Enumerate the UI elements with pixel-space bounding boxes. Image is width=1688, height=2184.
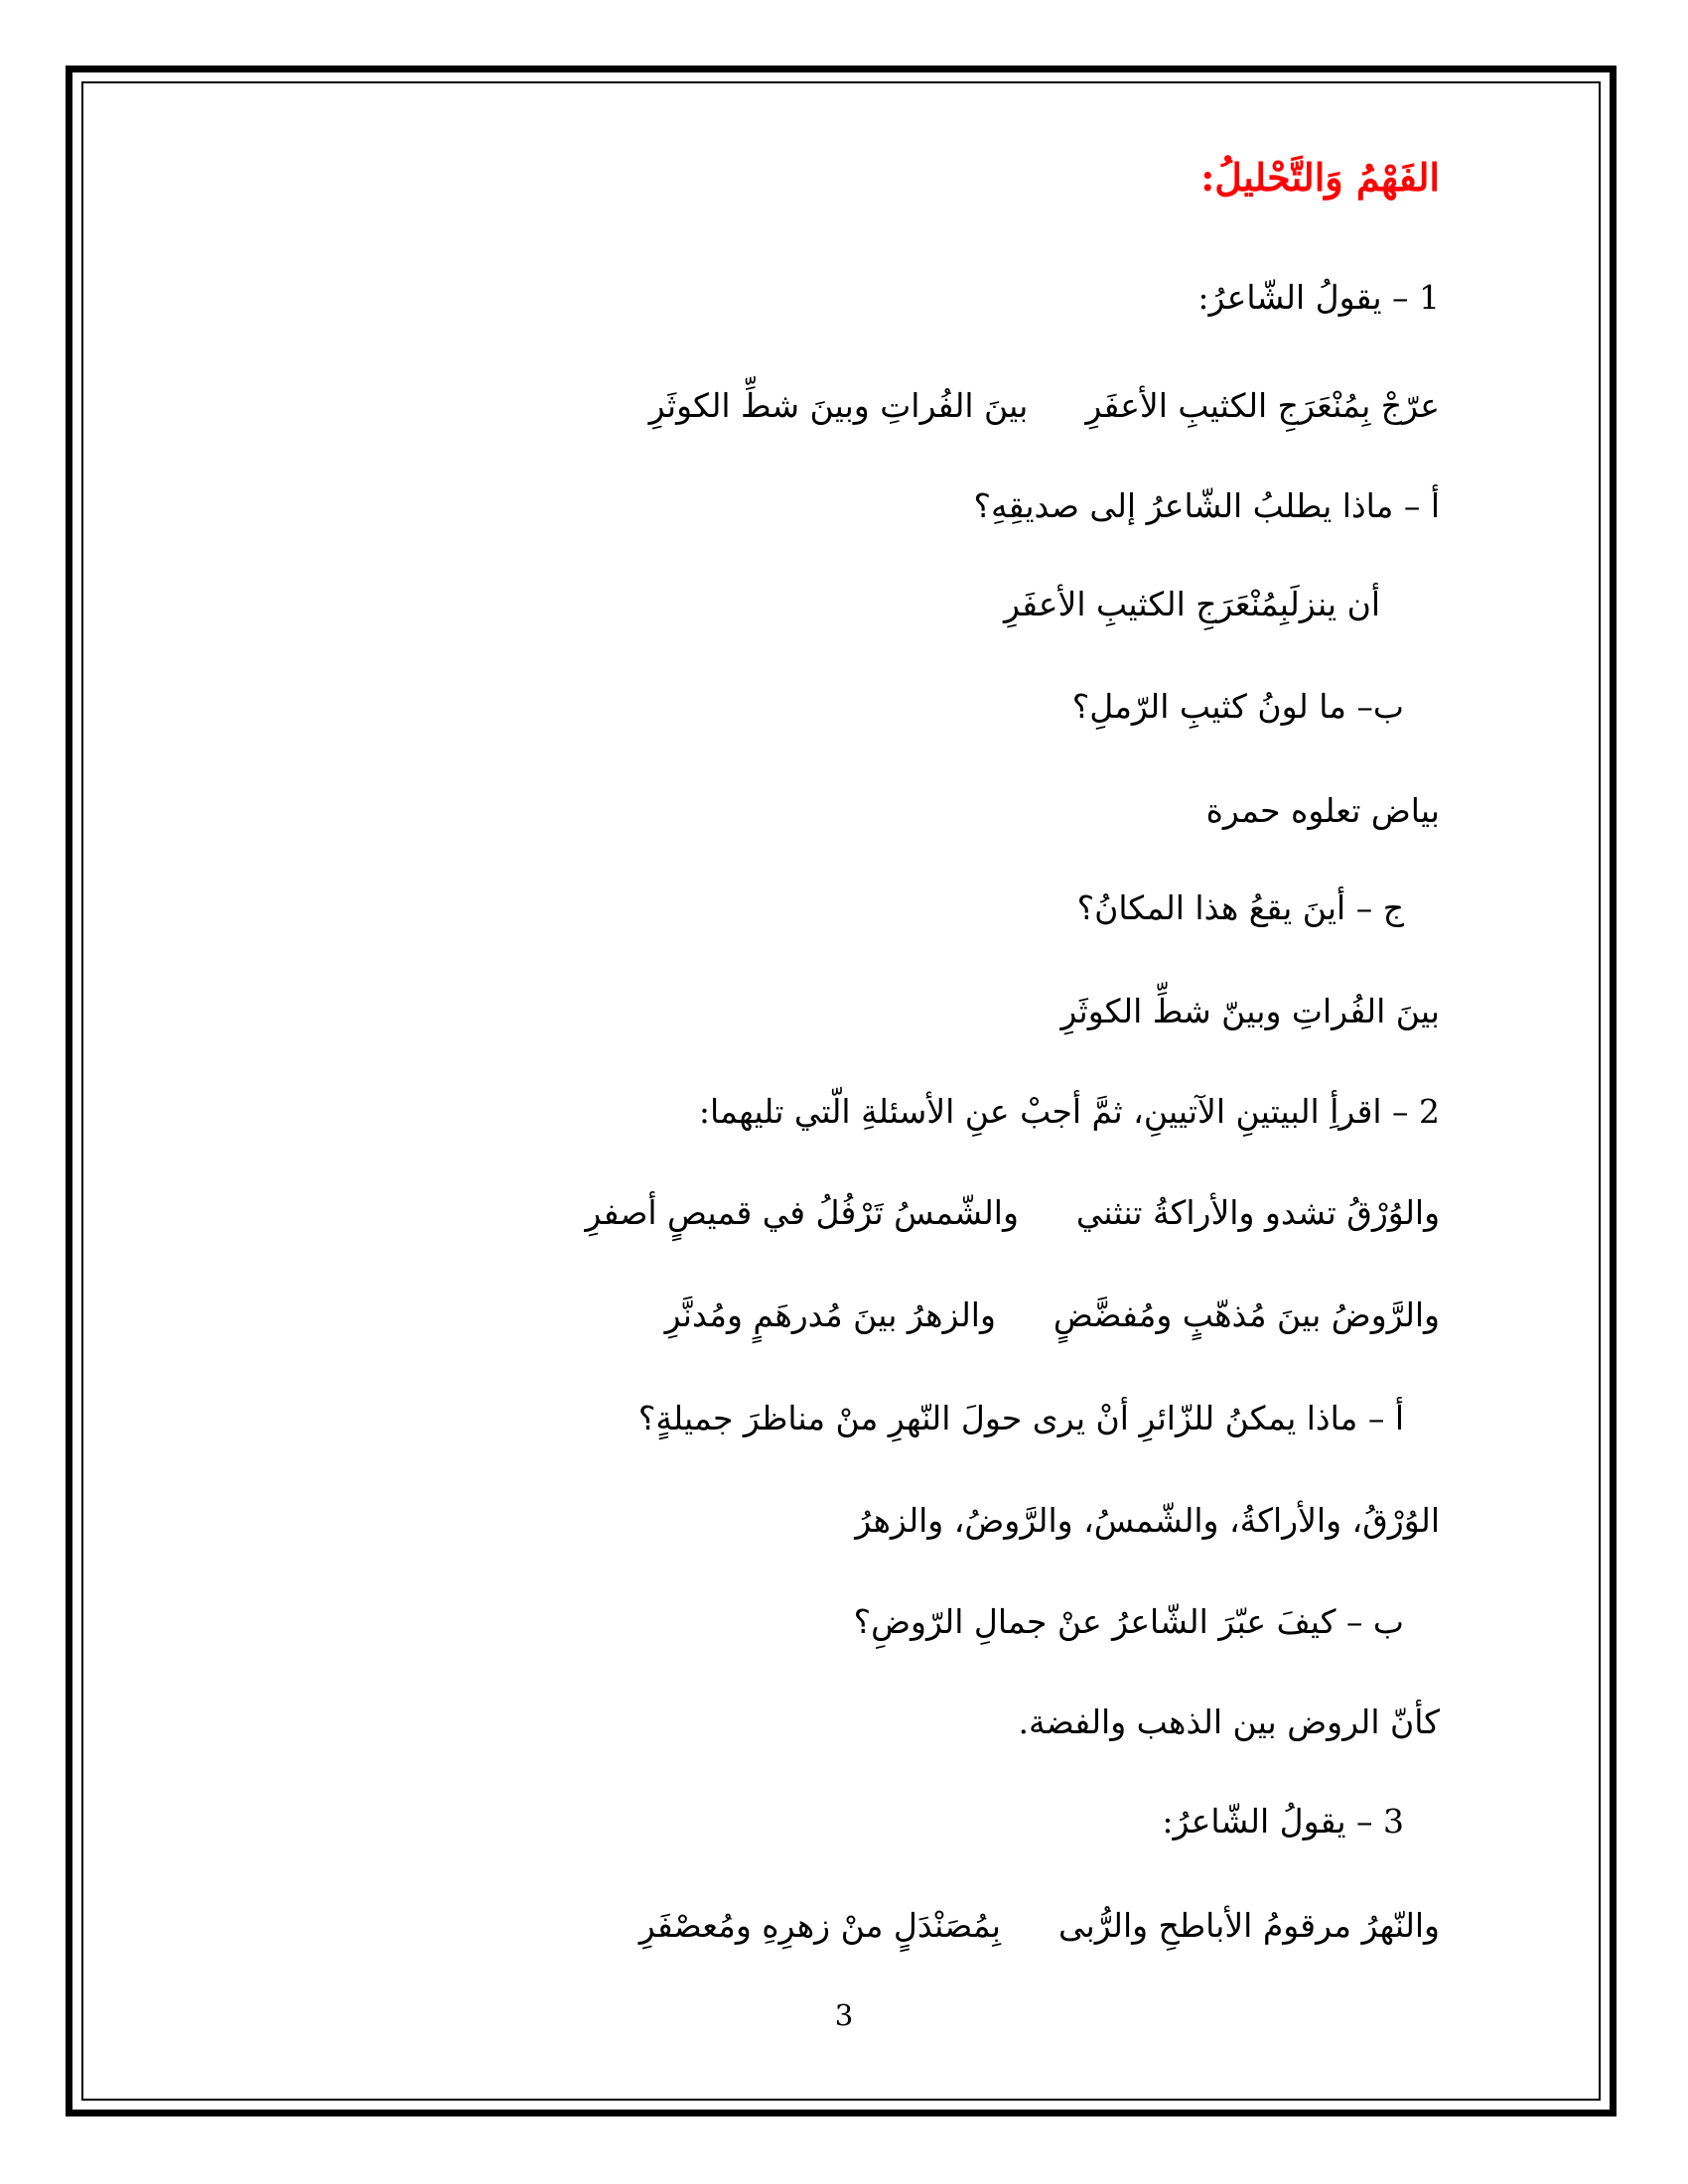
q1-a-answer: أن ينزلَبِمُنْعَرَجِ الكثيبِ الأعفَرِ	[1003, 585, 1380, 623]
page-content	[129, 0, 1440, 2184]
q1-c-answer: بينَ الفُراتِ وبينّ شطِّ الكوثَرِ	[1060, 992, 1440, 1030]
q2-verse-2-second-hemistich: والزهرُ بينَ مُدرهَمٍ ومُدنَّرِ	[664, 1296, 996, 1334]
q3-intro: 3 – يقولُ الشّاعرُ:	[1162, 1802, 1404, 1841]
q1-verse-second-hemistich: بينَ الفُراتِ وبينَ شطِّ الكوثَرِ	[648, 386, 1029, 425]
q2-verse-1	[585, 1191, 1440, 1235]
q2-verse-2	[665, 1294, 1440, 1337]
q1-b-question: ب– ما لونُ كثيبِ الرّملِ؟	[1071, 687, 1404, 726]
q1-intro: 1 – يقولُ الشّاعرُ:	[1197, 278, 1440, 317]
q1-b-answer: بياض تعلوه حمرة	[1205, 791, 1440, 830]
section-heading: الفَهْمُ وَالتَّحْليلُ:	[1200, 155, 1440, 200]
q2-a-question: أ – ماذا يمكنُ للزّائرِ أنْ يرى حولَ النّهرِ منْ مناظرَ جميلةٍ؟	[637, 1399, 1404, 1437]
q2-verse-2-first-hemistich: والرَّوضُ بينَ مُذهّبٍ ومُفضَّضٍ	[1053, 1296, 1440, 1334]
page-number: 3	[834, 1998, 854, 2032]
q1-verse-first-hemistich: عرّجْ بِمُنْعَرَجِ الكثيبِ الأعفَرِ	[1085, 386, 1440, 425]
q2-intro: 2 – اقرأِ البيتينِ الآتيينِ، ثمَّ أجبْ عنِ الأسئلةِ الّتي تليهما:	[698, 1092, 1440, 1131]
q2-a-answer: الوُرْقُ، والأراكةُ، والشّمسُ، والرَّوضُ، والزهرُ	[855, 1501, 1440, 1540]
q2-b-answer: كأنّ الروض بين الذهب والفضة.	[1018, 1703, 1440, 1741]
q3-verse-second-hemistich: بِمُصَنْدَلٍ منْ زهرِهِ ومُعصْفَرِ	[638, 1906, 1001, 1945]
q3-verse-first-hemistich: والنّهرُ مرقومُ الأباطحِ والرُّبى	[1058, 1906, 1440, 1945]
q2-verse-1-second-hemistich: والشّمسُ تَرْفُلُ في قميصٍ أصفرِ	[585, 1193, 1019, 1232]
q3-verse	[639, 1904, 1440, 1948]
q2-verse-1-first-hemistich: والوُرْقُ تشدو والأراكةُ تنثني	[1075, 1193, 1440, 1232]
q1-a-question: أ – ماذا يطلبُ الشّاعرُ إلى صديقِهِ؟	[973, 486, 1440, 525]
q1-c-question: ج – أينَ يقعُ هذا المكانُ؟	[1076, 888, 1404, 927]
q2-b-question: ب – كيفَ عبّرَ الشّاعرُ عنْ جمالِ الرّوضِ؟	[853, 1602, 1404, 1641]
q1-verse	[649, 384, 1440, 428]
